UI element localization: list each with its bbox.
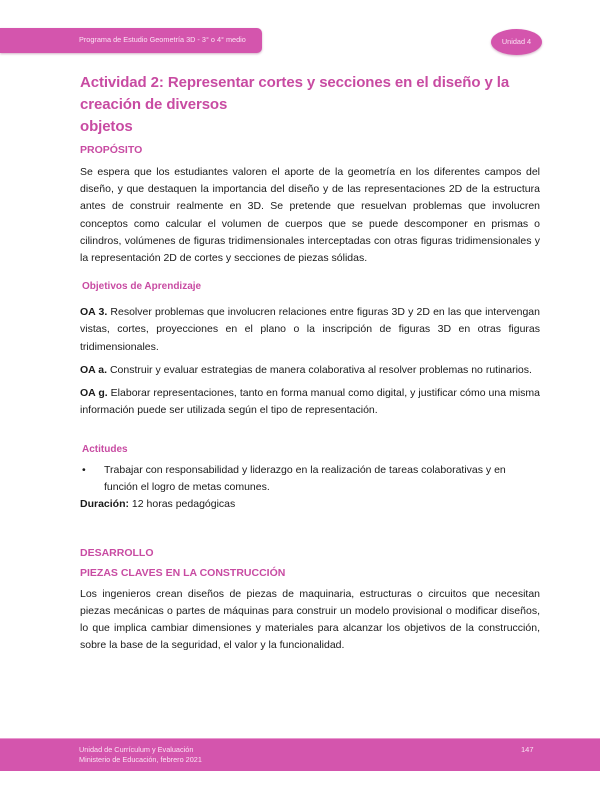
bullet-icon: •	[82, 464, 86, 477]
duration-label: Duración:	[80, 498, 130, 511]
unit-badge	[491, 29, 542, 55]
footer-bar	[0, 738, 600, 771]
duration-value: 12 horas pedagógicas	[129, 498, 236, 511]
duration-line	[80, 496, 540, 513]
unit-label: Unidad 4	[501, 37, 532, 46]
purpose-paragraph: Se espera que los estudiantes valoren el aporte de la geometría en los diferentes campos del diseño, y que destaquen la importancia del diseño y de las representaciones 2D de la estructura antes de construir realmente en 3D. Se pretende que resuelvan problemas que involucren conceptos como calcular el volumen de cuerpos que se puede descomponer en prismas o cilindros, volúmenes de figuras tridimensionales interceptadas con otras figuras tridimensionales y la representación 2D de cortes y secciones de piezas sólidas.	[80, 166, 540, 265]
development-subheading: PIEZAS CLAVES EN LA CONSTRUCCIÓN	[80, 566, 286, 579]
activity-title-line2: objetos	[80, 118, 133, 135]
activity-title-line1: Actividad 2: Representar cortes y secciones en el diseño y la creación de diversos	[80, 74, 510, 113]
objective-code: OA g.	[80, 387, 108, 400]
objective-oaa	[80, 362, 540, 379]
objective-oag	[80, 385, 540, 419]
footer-unit-line: Unidad de Currículum y Evaluación	[79, 745, 194, 754]
attitudes-heading: Actitudes	[82, 444, 128, 456]
objective-text: Elaborar representaciones, tanto en forma manual como digital, y justificar cómo una misma información puede ser utilizada según el tipo de representación.	[80, 387, 540, 417]
header-program-bar	[0, 28, 262, 53]
page-content	[80, 72, 540, 654]
objective-oa3	[80, 304, 540, 356]
objective-text: Resolver problemas que involucren relaciones entre figuras 3D y 2D en las que intervengan vistas, cortes, proyecciones en el plano o la inscripción de figuras 3D en otras figuras tridimensionales.	[80, 306, 540, 353]
purpose-heading: PROPÓSITO	[80, 144, 143, 156]
footer-ministry-line: Ministerio de Educación, febrero 2021	[79, 755, 202, 764]
objectives-heading: Objetivos de Aprendizaje	[82, 281, 202, 293]
program-label: Programa de Estudio Geometría 3D - 3° o 4° medio	[79, 35, 246, 44]
development-paragraph: Los ingenieros crean diseños de piezas de maquinaria, estructuras o circuitos que necesitan piezas mecánicas o partes de máquinas para construir un modelo provisional o modificar diseños, lo que implica cambiar dimensiones y materiales para alcanzar los objetivos de la construcción, sobre la base de la seguridad, el valor y la funcionalidad.	[80, 587, 540, 652]
attitude-text: Trabajar con responsabilidad y liderazgo en la realización de tareas colaborativas y en función el logro de metas comunes.	[104, 464, 506, 494]
attitude-item	[80, 462, 540, 496]
objective-text: Construir y evaluar estrategias de manera colaborativa al resolver problemas no rutinarios.	[107, 363, 532, 376]
development-heading: DESARROLLO	[80, 546, 154, 559]
objective-code: OA a.	[80, 363, 108, 376]
page-number: 147	[521, 745, 534, 754]
activity-title	[80, 72, 540, 138]
objective-code: OA 3.	[80, 306, 108, 319]
